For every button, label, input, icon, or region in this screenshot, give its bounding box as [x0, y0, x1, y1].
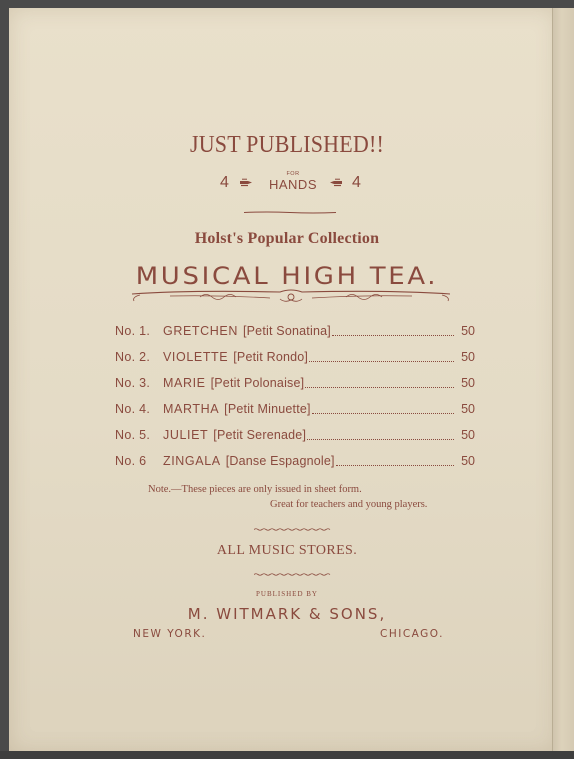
piece-number: No. 3.	[115, 376, 151, 390]
piece-subtitle: [Petit Serenade]	[213, 428, 307, 442]
ornamental-flourish	[130, 286, 452, 304]
for-label: FOR	[286, 171, 300, 177]
piece-subtitle: [Petit Sonatina]	[242, 324, 331, 338]
published-by-label: PUBLISHED BY	[256, 590, 318, 598]
piece-title: GRETCHEN	[163, 324, 238, 338]
leader-dots	[312, 402, 454, 414]
left-number: 4	[220, 174, 229, 191]
piece-subtitle: [Petit Minuette]	[224, 402, 311, 416]
right-number: 4	[352, 174, 361, 191]
list-item	[115, 400, 475, 426]
piece-title: ZINGALA	[163, 454, 221, 468]
piece-price: 50	[461, 350, 475, 364]
divider-rule	[254, 573, 332, 576]
note-line-1: Note.—These pieces are only issued in sheet form.	[148, 484, 362, 495]
leader-dots	[336, 454, 454, 466]
piece-price: 50	[461, 454, 475, 468]
piece-title: MARTHA	[163, 402, 220, 416]
piece-price: 50	[461, 324, 475, 338]
list-item	[115, 348, 475, 374]
hands-label: HANDS	[268, 177, 317, 192]
divider-rule	[254, 528, 332, 531]
stores-line: ALL MUSIC STORES.	[216, 543, 358, 558]
piece-title: JULIET	[163, 428, 209, 442]
leader-dots	[332, 324, 454, 336]
leader-dots	[309, 350, 454, 362]
list-item	[115, 452, 475, 478]
page-edge	[552, 8, 574, 753]
piece-list	[115, 322, 475, 478]
leader-dots	[305, 376, 454, 388]
piece-subtitle: [Petit Rondo]	[233, 350, 309, 364]
piece-title: MARIE	[163, 376, 206, 390]
piece-number: No. 4.	[115, 402, 151, 416]
scan-border	[0, 751, 574, 759]
city-chicago: CHICAGO.	[380, 628, 444, 640]
pointing-hand-left-icon	[327, 178, 343, 188]
publisher-name: M. WITMARK & SONS,	[187, 605, 387, 623]
four-hands-line	[218, 172, 368, 194]
leader-dots	[307, 428, 454, 440]
piece-price: 50	[461, 376, 475, 390]
list-item	[115, 374, 475, 400]
piece-number: No. 2.	[115, 350, 151, 364]
city-new-york: NEW YORK.	[133, 628, 207, 640]
page-title: JUST PUBLISHED!!	[189, 129, 385, 158]
main-title: MUSICAL HIGH TEA.	[135, 262, 439, 290]
piece-number: No. 5.	[115, 428, 151, 442]
divider-rule	[244, 211, 336, 214]
note-line-2: Great for teachers and young players.	[270, 499, 428, 510]
piece-number: No. 6	[115, 454, 147, 468]
list-item	[115, 322, 475, 348]
piece-subtitle: [Petit Polonaise]	[210, 376, 305, 390]
pointing-hand-right-icon	[239, 178, 255, 188]
piece-subtitle: [Danse Espagnole]	[225, 454, 335, 468]
list-item	[115, 426, 475, 452]
collection-heading: Holst's Popular Collection	[194, 230, 380, 247]
piece-price: 50	[461, 402, 475, 416]
piece-price: 50	[461, 428, 475, 442]
piece-title: VIOLETTE	[163, 350, 229, 364]
piece-number: No. 1.	[115, 324, 151, 338]
